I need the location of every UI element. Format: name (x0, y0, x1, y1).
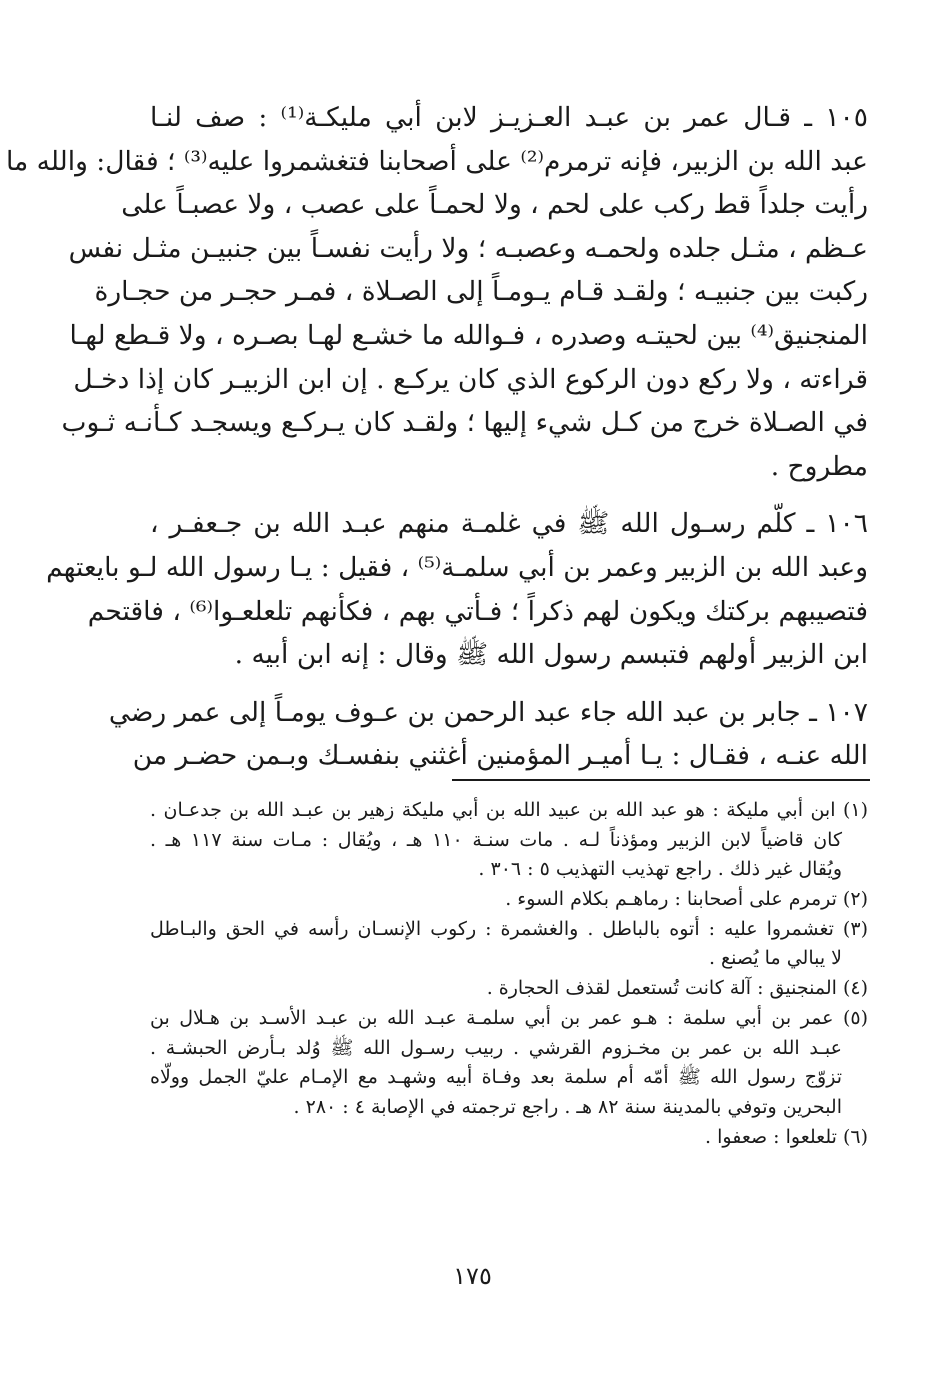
footnote-line: كان قاضياً لابن الزبير ومؤذناً لـه . مات سنـة ١١٠ هـ ، ويُقال : مـات سنة ١١٧ هـ . (150, 828, 842, 851)
text-line: عبد الله بن الزبير، فإنه ترمرم⁽²⁾ على أصحابنا فتغشمروا عليه⁽³⁾ ؛ فقال: والله ما (5, 145, 868, 177)
text-line: فتصيبهم بركتك ويكون لهم ذكراً ؛ فـأتي بهم ، فكأنهم تلعلعـوا⁽⁶⁾ ، فاقتحم (87, 595, 868, 627)
text-line: في الصـلاة خرج من كـل شيء إليها ؛ ولقـد كان يـركـع ويسجـد كـأنـه ثـوب (61, 407, 868, 439)
footnote-4 (150, 974, 868, 1004)
footnote-line: البحرين وتوفي بالمدينة سنة ٨٢ هـ . راجع ترجمته في الإصابة ٤ : ٢٨٠ . (293, 1095, 842, 1118)
footnote-3 (150, 915, 868, 974)
footnote-line: (٢) ترمرم على أصحابنا : رماهـم بكلام السوء . (505, 888, 868, 911)
footnote-line: ويُقال غير ذلك . راجع تهذيب التهذيب ٥ : ٣٠٦ . (478, 858, 842, 881)
paragraph-105 (5, 96, 868, 488)
text-line: عـظم ، مثـل جلده ولحمـه وعصبـه ؛ ولا رأيت نفسـاً بين جنبيـن مثـل نفس (68, 232, 868, 264)
text-line: ١٠٦ ـ كلّم رسـول الله ﷺ في غلمـة منهم عبـد الله بن جـعفـر ، (150, 508, 868, 540)
footnote-line: (٦) تلعلعوا : صعفوا . (705, 1125, 868, 1148)
footnote-divider (452, 779, 870, 781)
footnote-5 (150, 1004, 868, 1123)
paragraph-107 (108, 691, 868, 778)
page-number: ١٧٥ (453, 1262, 492, 1290)
footnote-6 (150, 1123, 868, 1153)
text-line: ١٠٧ ـ جابر بن عبد الله جاء عبد الرحمن بن عـوف يومـاً إلى عمر رضي (108, 696, 868, 728)
text-line: الله عنـه ، فقـال : يـا أميـر المؤمنين أغثني بنفسـك وبـمن حضـر من (132, 740, 868, 772)
text-line: ركبت بين جنبيـه ؛ ولقـد قـام يـومـاً إلى الصـلاة ، فمـر حجـر من حجـارة (94, 276, 868, 308)
text-line: رأيت جلداً قط ركب على لحم ، ولا لحمـاً على عصب ، ولا عصبـاً على (121, 189, 868, 221)
footnotes (150, 796, 868, 1152)
footnote-line: تزوّج رسول الله ﷺ أمّه أم سلمة بعد وفـاة أبيه وشهـد مع الإمـام عليّ الجمل وولّاه (150, 1066, 842, 1089)
footnote-line: عبـد الله بن عمر بن مخـزوم القرشي . ربيب رسـول الله ﷺ وُلد بـأرض الحبشـة . (150, 1036, 842, 1059)
text-line: مطروح . (770, 450, 868, 482)
text-line: ١٠٥ ـ قـال عمر بن عبـد العـزيـز لابن أبي مليكـة⁽¹⁾ : صف لنـا (150, 102, 868, 133)
footnote-line: (٥) عمر بن أبي سلمة : هـو عمر بن أبي سلمـة عبـد الله بن عبـد الأسـد بن هـلال بن (150, 1006, 868, 1029)
footnote-1 (150, 796, 868, 885)
text-line: ابن الزبير أولهم فتبسم رسول الله ﷺ وقال : إنه ابن أبيه . (234, 639, 868, 671)
footnote-line: (٣) تغشمروا عليه : أتوه بالباطل . والغشمرة : ركوب الإنسـان رأسه في الحق والبـاطل (150, 917, 868, 940)
text-line: قراءته ، ولا ركع دون الركوع الذي كان يركـع . إن ابن الزبيـر كان إذا دخـل (73, 363, 868, 395)
main-text (5, 96, 868, 778)
footnote-line: (١) ابن أبي مليكة : هو عبد الله بن عبيد الله بن أبي مليكة زهير بن عبـد الله بن جدعـان . (150, 799, 868, 821)
text-line: وعبد الله بن الزبير وعمر بن أبي سلمـة⁽⁵⁾ ، فقيل : يـا رسول الله لـو بايعتهم (46, 551, 868, 583)
text-line: المنجنيق⁽⁴⁾ بين لحيتـه وصدره ، فـوالله ما خشـع لهـا بصـره ، ولا قـطع لهـا (69, 319, 868, 351)
footnote-2 (150, 885, 868, 915)
paragraph-106 (46, 502, 868, 676)
footnote-line: لا يبالي ما يُصنع . (708, 947, 842, 970)
footnote-line: (٤) المنجنيق : آلة كانت تُستعمل لقذف الحجارة . (486, 977, 868, 1000)
